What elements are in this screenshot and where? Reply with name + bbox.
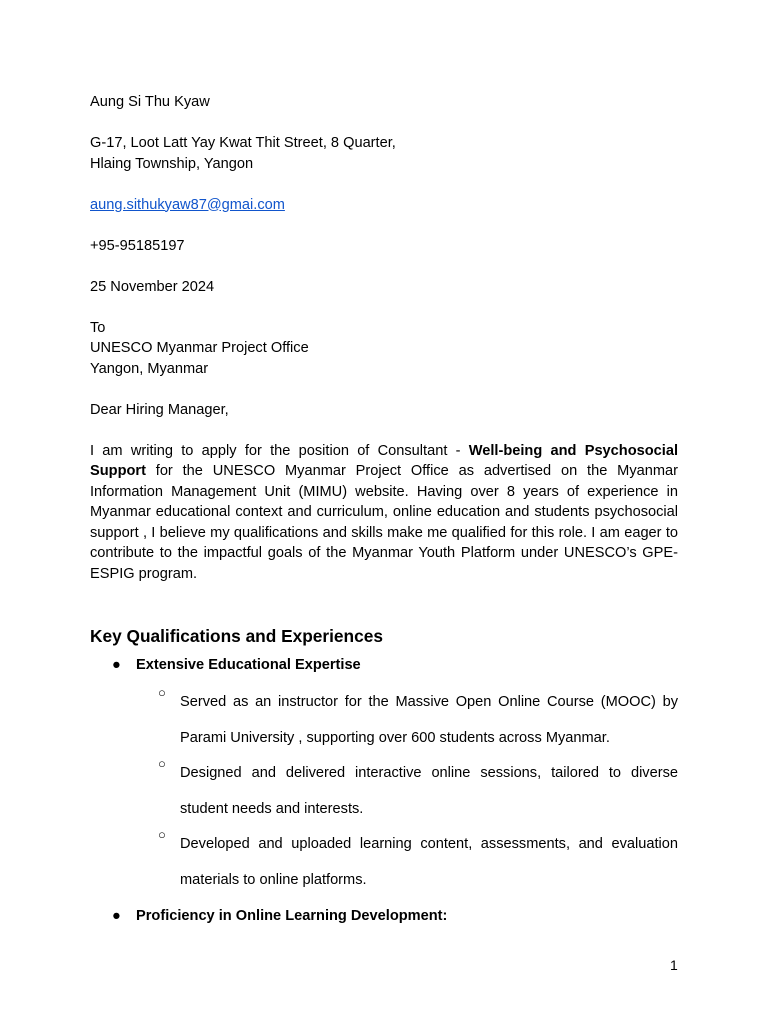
sub-bullet-icon: ○: [158, 827, 166, 842]
bullet-title: Extensive Educational Expertise: [136, 657, 361, 673]
sub-bullet-item: [158, 756, 678, 827]
sender-address-line2: Hlaing Township, Yangon: [90, 155, 254, 172]
letter-date: 25 November 2024: [90, 278, 215, 295]
sender-email-link[interactable]: aung.sithukyaw87@gmai.com: [90, 196, 285, 213]
intro-position-title: Well-being and Psychosocial Support: [90, 442, 678, 480]
sender-address-line1: G-17, Loot Latt Yay Kwat Thit Street, 8 Quarter,: [90, 135, 396, 151]
sub-bullet-icon: ○: [158, 756, 166, 771]
sender-phone: +95-95185197: [90, 237, 185, 254]
section-title: Key Qualifications and Experiences: [90, 626, 383, 646]
sub-bullet-item: [158, 685, 678, 756]
recipient-location: Yangon, Myanmar: [90, 360, 209, 377]
recipient-org: UNESCO Myanmar Project Office: [90, 340, 309, 356]
sub-bullet-text: Served as an instructor for the Massive Open Online Course (MOOC) by Parami University , supporting over 600 students across Myanmar.: [180, 694, 678, 746]
sub-bullet-text: Developed and uploaded learning content, assessments, and evaluation materials to online platforms.: [180, 836, 678, 888]
intro-text-1: I am writing to apply for the position of Consultant -: [90, 442, 469, 459]
bullet-icon: ●: [112, 908, 121, 924]
intro-paragraph: [90, 441, 678, 585]
sub-bullet-item: [158, 827, 678, 898]
bullet-title: Proficiency in Online Learning Development:: [136, 908, 448, 924]
page-number: 1: [670, 957, 678, 973]
sender-name: Aung Si Thu Kyaw: [90, 94, 210, 110]
intro-text-2: for the UNESCO Myanmar Project Office as advertised on the Myanmar Information Management Unit (MIMU) website. Having over 8 years of experience in Myanmar educational context and curriculum, online education and students psychosocial support , I believe my qualifications and skills make me qualified for this role. I am eager to contribute to the impactful goals of the Myanmar Youth Platform under UNESCO’s GPE-ESPIG program.: [90, 463, 678, 583]
recipient-to: To: [90, 319, 106, 336]
salutation: Dear Hiring Manager,: [90, 401, 229, 418]
sub-bullet-text: Designed and delivered interactive online sessions, tailored to diverse student needs and interests.: [180, 765, 678, 817]
sub-bullet-icon: ○: [158, 685, 166, 700]
bullet-icon: ●: [112, 657, 121, 673]
letter-header: [90, 92, 678, 585]
